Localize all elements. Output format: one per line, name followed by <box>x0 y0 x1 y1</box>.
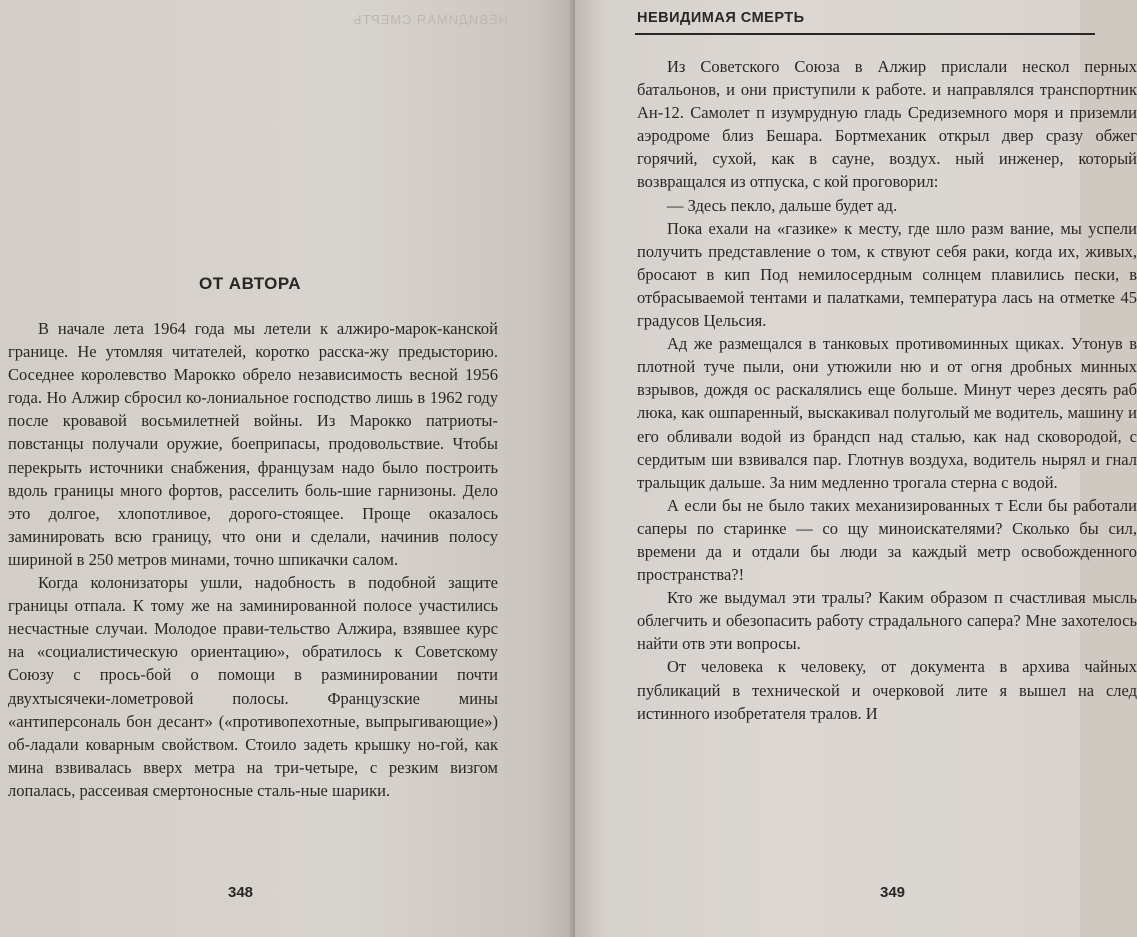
paragraph: В начале лета 1964 года мы летели к алжиро-марок-канской границе. Не утомляя читателей, коротко расска-жу предысторию. Соседнее королевство Марокко обрело независимость весной 1956 года. Но Алжир сбросил ко-лониальное господство лишь в 1962 году после кровавой восьмилетней войны. Из Марокко патриоты-повстанцы получали оружие, боеприпасы, продовольствие. Чтобы перекрыть источники снабжения, французам надо было построить вдоль границы много фортов, расселить боль-шие гарнизоны. Дело это долгое, хлопотливое, дорого-стоящее. Проще оказалось заминировать всю границу, что они и сделали, начинив полосу шириной в 250 метров минами, точно шпикачки салом. <box>8 319 498 569</box>
paragraph: Когда колонизаторы ушли, надобность в подобной защите границы отпала. К тому же на заминированной полосе участились несчастные случаи. Молодое прави-тельство Алжира, взявшее курс на «социалистическую ориентацию», обратилось к Советскому Союзу с прось-бой о помощи в разминировании почти двухтысячеки-лометровой полосы. Французские мины «антиперсональ бон десант» («противопехотные, выпрыгивающие») об-ладали коварным свойством. Стоило задеть крышку но-гой, как мина взвивалась вверх метра на три-четыре, с резким визгом лопалась, рассеивая смертоносные сталь-ные шарики. <box>8 573 498 800</box>
page-number: 348 <box>228 884 254 901</box>
right-page-body <box>637 55 1137 725</box>
paragraph: А если бы не было таких механизированных т Если бы работали саперы по старинке — со щу миноискателями? Сколько бы сил, времени да и отдали бы люди за каждый метр освобожденного пространства?! <box>637 495 1137 585</box>
header-rule <box>635 33 1095 35</box>
paragraph: Из Советского Союза в Алжир прислали нескол перных батальонов, и они приступили к работе. и направлялся транспортник Ан-12. Самолет п изумрудную гладь Средиземного моря и приземли аэродроме близ Бешара. Бортмеханик открыл двер сразу обжег горячий, сухой, как в сауне, воздух. ный инженер, который возвращался из отпуска, с кой проговорил: <box>637 57 1137 192</box>
page-number: 349 <box>880 884 906 901</box>
paragraph: Кто же выдумал эти тралы? Каким образом п счастливая мысль облегчить и обезопасить работу страдального сапера? Мне захотелось найти отв эти вопросы. <box>637 588 1137 654</box>
section-title: ОТ АВТОРА <box>198 274 302 293</box>
paragraph: От человека к человеку, от документа в архива чайных публикаций в технической и очерковой лите я вышел на след истинного изобретателя тралов. И <box>637 657 1137 723</box>
paragraph: — Здесь пекло, дальше будет ад. <box>667 195 898 215</box>
left-page-body <box>8 317 498 802</box>
paragraph: Пока ехали на «газике» к месту, где шло разм вание, мы успели получить представление о том, к ствуют себя раки, когда их, живых, бросают в кип Под немилосердным солнцем плавились пески, в отбрасываемой тентами и палатками, температура лась на отметке 45 градусов Цельсия. <box>637 218 1137 331</box>
bleed-through-header: НЕВИДИМАЯ СМЕРТЬ <box>352 12 509 27</box>
paragraph: Ад же размещался в танковых противоминных щиках. Утонув в плотной туче пыли, они утюжили ню и от огня дробных минных взрывов, дождя ос раскалялись еще больше. Минут через десять раб люка, как ошпаренный, выскакивал полуголый ме водитель, машину и его обливали водой из брандсп над сталью, как над сковородой, с сердитым ши взвивался пар. Глотнув воздуха, водитель нырял и гнал тральщик дальше. За ним медленно трогала стерна с водой. <box>637 334 1137 492</box>
right-page <box>575 0 1137 937</box>
running-head: НЕВИДИМАЯ СМЕРТЬ <box>637 10 805 26</box>
